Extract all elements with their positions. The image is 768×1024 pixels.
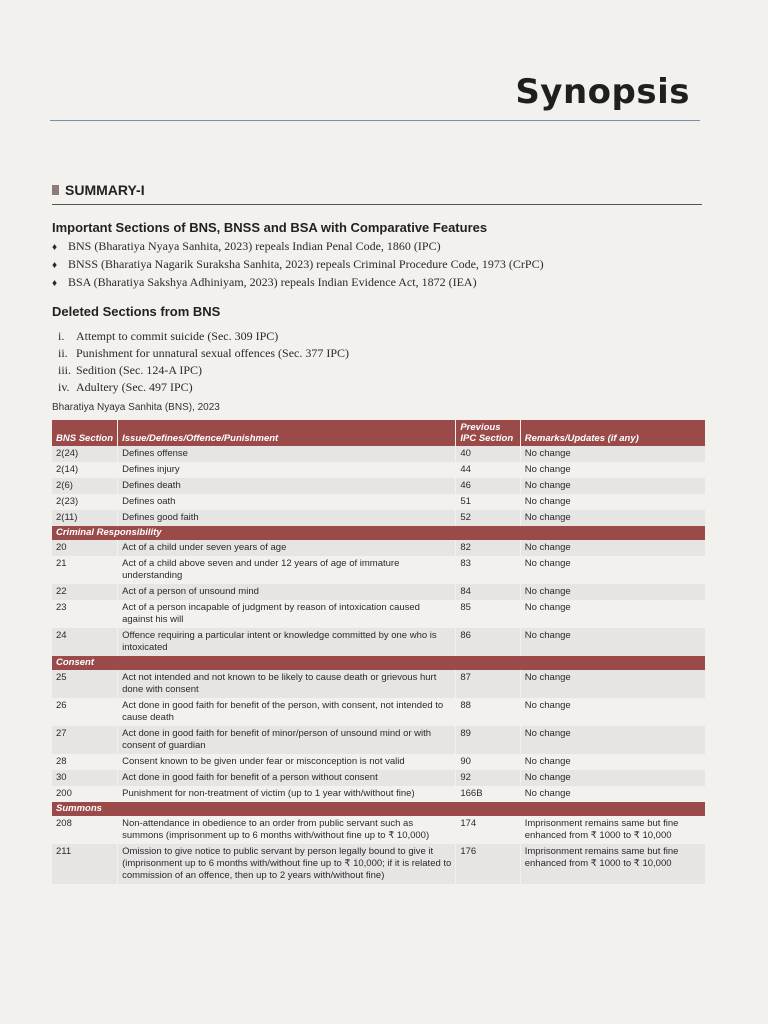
list-text: Adultery (Sec. 497 IPC) bbox=[76, 380, 193, 394]
cell-bns-section: 2(11) bbox=[52, 510, 118, 526]
repeal-bullet-list bbox=[52, 238, 544, 292]
list-number: iii. bbox=[58, 363, 72, 377]
cell-previous-ipc: 84 bbox=[456, 584, 520, 600]
cell-issue: Punishment for non-treatment of victim (up to 1 year with/without fine) bbox=[118, 786, 456, 802]
bullet-text: BSA (Bharatiya Sakshya Adhiniyam, 2023) repeals Indian Evidence Act, 1872 (IEA) bbox=[68, 275, 477, 289]
bullet-text: BNS (Bharatiya Nyaya Sanhita, 2023) repeals Indian Penal Code, 1860 (IPC) bbox=[68, 239, 441, 253]
cell-bns-section: 22 bbox=[52, 584, 118, 600]
summary-divider bbox=[52, 204, 702, 205]
cell-remarks: No change bbox=[520, 446, 705, 462]
cell-remarks: Imprisonment remains same but fine enhanced from ₹ 1000 to ₹ 10,000 bbox=[520, 844, 705, 884]
cell-remarks: No change bbox=[520, 494, 705, 510]
section-subheading: Important Sections of BNS, BNSS and BSA with Comparative Features bbox=[52, 220, 488, 235]
bns-comparison-table bbox=[52, 420, 706, 884]
header-remarks: Remarks/Updates (if any) bbox=[520, 420, 705, 446]
cell-previous-ipc: 166B bbox=[456, 786, 520, 802]
table-group-row bbox=[52, 526, 706, 540]
diamond-bullet-icon: ♦ bbox=[52, 260, 58, 271]
cell-remarks: No change bbox=[520, 754, 705, 770]
summary-heading bbox=[52, 182, 145, 198]
table-row bbox=[52, 446, 706, 462]
cell-issue: Act of a child under seven years of age bbox=[118, 540, 456, 556]
cell-bns-section: 24 bbox=[52, 628, 118, 656]
cell-bns-section: 25 bbox=[52, 670, 118, 698]
list-number: ii. bbox=[58, 346, 68, 360]
page-title: Synopsis bbox=[515, 72, 690, 112]
cell-issue: Act done in good faith for benefit of a person without consent bbox=[118, 770, 456, 786]
cell-previous-ipc: 44 bbox=[456, 462, 520, 478]
cell-previous-ipc: 51 bbox=[456, 494, 520, 510]
table-row bbox=[52, 698, 706, 726]
header-issue: Issue/Defines/Offence/Punishment bbox=[118, 420, 456, 446]
cell-remarks: No change bbox=[520, 786, 705, 802]
cell-remarks: No change bbox=[520, 628, 705, 656]
cell-bns-section: 23 bbox=[52, 600, 118, 628]
list-number: iv. bbox=[58, 380, 70, 394]
table-row bbox=[52, 628, 706, 656]
cell-remarks: No change bbox=[520, 600, 705, 628]
group-title: Consent bbox=[52, 656, 706, 670]
cell-issue: Act of a child above seven and under 12 years of age of immature understanding bbox=[118, 556, 456, 584]
cell-remarks: No change bbox=[520, 670, 705, 698]
cell-previous-ipc: 89 bbox=[456, 726, 520, 754]
cell-bns-section: 27 bbox=[52, 726, 118, 754]
cell-issue: Offence requiring a particular intent or knowledge committed by one who is intoxicated bbox=[118, 628, 456, 656]
cell-bns-section: 26 bbox=[52, 698, 118, 726]
cell-issue: Consent known to be given under fear or misconception is not valid bbox=[118, 754, 456, 770]
cell-previous-ipc: 52 bbox=[456, 510, 520, 526]
table-row bbox=[52, 670, 706, 698]
cell-previous-ipc: 92 bbox=[456, 770, 520, 786]
cell-issue: Defines death bbox=[118, 478, 456, 494]
cell-issue: Defines good faith bbox=[118, 510, 456, 526]
cell-remarks: No change bbox=[520, 726, 705, 754]
bullet-item bbox=[52, 238, 544, 256]
cell-remarks: No change bbox=[520, 540, 705, 556]
cell-previous-ipc: 88 bbox=[456, 698, 520, 726]
table-body bbox=[52, 446, 706, 884]
table-row bbox=[52, 816, 706, 844]
cell-bns-section: 2(14) bbox=[52, 462, 118, 478]
table-row bbox=[52, 556, 706, 584]
cell-issue: Act done in good faith for benefit of minor/person of unsound mind or with consent of guardian bbox=[118, 726, 456, 754]
cell-bns-section: 2(24) bbox=[52, 446, 118, 462]
list-item bbox=[58, 328, 349, 345]
table-row bbox=[52, 726, 706, 754]
cell-bns-section: 2(6) bbox=[52, 478, 118, 494]
table-row bbox=[52, 494, 706, 510]
diamond-bullet-icon: ♦ bbox=[52, 278, 58, 289]
cell-previous-ipc: 174 bbox=[456, 816, 520, 844]
table-row bbox=[52, 844, 706, 884]
cell-issue: Defines offense bbox=[118, 446, 456, 462]
cell-remarks: No change bbox=[520, 770, 705, 786]
cell-bns-section: 211 bbox=[52, 844, 118, 884]
table-row bbox=[52, 600, 706, 628]
bullet-item bbox=[52, 274, 544, 292]
list-text: Sedition (Sec. 124-A IPC) bbox=[76, 363, 202, 377]
cell-issue: Act of a person incapable of judgment by reason of intoxication caused against his will bbox=[118, 600, 456, 628]
cell-bns-section: 20 bbox=[52, 540, 118, 556]
cell-remarks: No change bbox=[520, 462, 705, 478]
cell-previous-ipc: 90 bbox=[456, 754, 520, 770]
table-group-row bbox=[52, 802, 706, 816]
cell-previous-ipc: 40 bbox=[456, 446, 520, 462]
cell-previous-ipc: 87 bbox=[456, 670, 520, 698]
cell-bns-section: 208 bbox=[52, 816, 118, 844]
square-bullet-icon bbox=[52, 185, 59, 195]
cell-bns-section: 30 bbox=[52, 770, 118, 786]
cell-remarks: No change bbox=[520, 510, 705, 526]
list-item bbox=[58, 379, 349, 396]
group-title: Criminal Responsibility bbox=[52, 526, 706, 540]
list-item bbox=[58, 362, 349, 379]
cell-remarks: No change bbox=[520, 478, 705, 494]
table-header-row bbox=[52, 420, 706, 446]
deleted-sections-heading: Deleted Sections from BNS bbox=[52, 304, 221, 319]
cell-issue: Defines injury bbox=[118, 462, 456, 478]
table-row bbox=[52, 478, 706, 494]
cell-remarks: No change bbox=[520, 556, 705, 584]
cell-issue: Defines oath bbox=[118, 494, 456, 510]
cell-previous-ipc: 85 bbox=[456, 600, 520, 628]
list-text: Attempt to commit suicide (Sec. 309 IPC) bbox=[76, 329, 279, 343]
title-divider bbox=[50, 120, 700, 121]
bullet-text: BNSS (Bharatiya Nagarik Suraksha Sanhita, 2023) repeals Criminal Procedure Code, 1973 (CrPC) bbox=[68, 257, 544, 271]
header-previous-ipc: Previous IPC Section bbox=[456, 420, 520, 446]
table-row bbox=[52, 462, 706, 478]
table-row bbox=[52, 510, 706, 526]
table-row bbox=[52, 786, 706, 802]
cell-previous-ipc: 82 bbox=[456, 540, 520, 556]
cell-bns-section: 21 bbox=[52, 556, 118, 584]
summary-heading-text: SUMMARY-I bbox=[65, 182, 145, 198]
cell-issue: Omission to give notice to public servant by person legally bound to give it (imprisonment up to 6 months with/without fine up to ₹ 10,000; if it is related to commission of an offence, then up to 2 years with/without fine) bbox=[118, 844, 456, 884]
cell-previous-ipc: 83 bbox=[456, 556, 520, 584]
list-item bbox=[58, 345, 349, 362]
cell-previous-ipc: 176 bbox=[456, 844, 520, 884]
bullet-item bbox=[52, 256, 544, 274]
cell-remarks: No change bbox=[520, 698, 705, 726]
cell-issue: Act not intended and not known to be likely to cause death or grievous hurt done with consent bbox=[118, 670, 456, 698]
list-text: Punishment for unnatural sexual offences (Sec. 377 IPC) bbox=[76, 346, 350, 360]
cell-remarks: Imprisonment remains same but fine enhanced from ₹ 1000 to ₹ 10,000 bbox=[520, 816, 705, 844]
cell-previous-ipc: 46 bbox=[456, 478, 520, 494]
cell-previous-ipc: 86 bbox=[456, 628, 520, 656]
table-group-row bbox=[52, 656, 706, 670]
table-row bbox=[52, 584, 706, 600]
cell-issue: Non-attendance in obedience to an order from public servant such as summons (imprisonment up to 6 months with/without fine up to ₹ 10,000) bbox=[118, 816, 456, 844]
cell-bns-section: 2(23) bbox=[52, 494, 118, 510]
cell-bns-section: 28 bbox=[52, 754, 118, 770]
table-row bbox=[52, 540, 706, 556]
table-row bbox=[52, 754, 706, 770]
list-number: i. bbox=[58, 329, 65, 343]
cell-issue: Act done in good faith for benefit of the person, with consent, not intended to cause death bbox=[118, 698, 456, 726]
table-caption: Bharatiya Nyaya Sanhita (BNS), 2023 bbox=[52, 402, 220, 413]
header-bns-section: BNS Section bbox=[52, 420, 118, 446]
cell-issue: Act of a person of unsound mind bbox=[118, 584, 456, 600]
cell-bns-section: 200 bbox=[52, 786, 118, 802]
group-title: Summons bbox=[52, 802, 706, 816]
deleted-sections-list bbox=[58, 328, 349, 396]
table-row bbox=[52, 770, 706, 786]
cell-remarks: No change bbox=[520, 584, 705, 600]
diamond-bullet-icon: ♦ bbox=[52, 242, 58, 253]
